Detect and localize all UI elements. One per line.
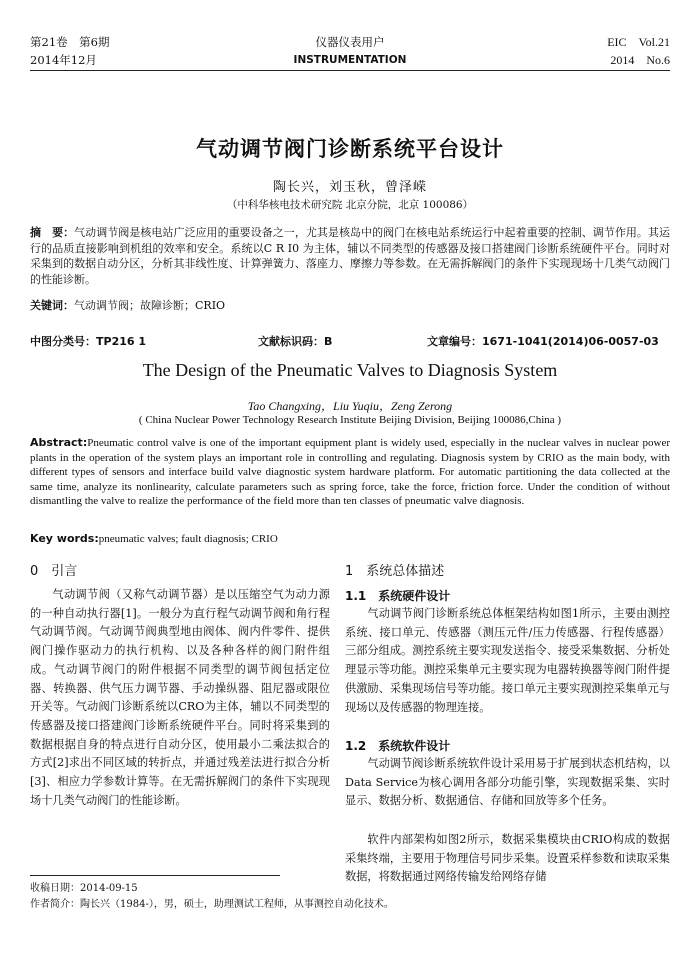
header-divider <box>30 70 670 71</box>
keywords-cn-text: 气动调节阀；故障诊断；CRIO <box>74 299 226 312</box>
author-bio: 作者简介：陶长兴（1984-），男，硕士，助理测试工程师，从事测控自动化技术。 <box>30 899 394 910</box>
authors-en: Tao Changxing，Liu Yuqiu，Zeng Zerong <box>247 399 453 413</box>
journal-volume: 第21卷 第6期 <box>30 35 110 49</box>
abstract-en-label: Abstract: <box>30 436 88 449</box>
abstract-en-text: Pneumatic control valve is one of the important equipment plant is widely used, especially in the nuclear valves in nuclear power plants in the operation of the system plays an important role in controlling and regulating. Diagnosis system by CRIO as the main body, with different types of sensors and interface build valve diagnostic system hardware platform. For automatic partitioning the data collected at the same time, analyze its nonlinearity, calculate parameters such as spring force, take the force, friction force. Under the condition of without dismantling the valve to realize the performance of the field more than ten classes of pneumatic valve diagnosis. <box>30 437 670 508</box>
received-date: 收稿日期：2014-09-15 <box>30 883 138 894</box>
keywords-cn <box>30 298 670 314</box>
subsection-1-2-body-1: 气动调节阀诊断系统软件设计采用易于扩展到状态机结构，以Data Service为核心调用各部分功能引擎，实现数据采集、实时显示、数据分析、数据通信、存储和回放等多个任务。 <box>345 757 670 808</box>
paper-title-cn: 气动调节阀门诊断系统平台设计 <box>196 137 504 161</box>
article-number: 文章编号：1671-1041(2014)06-0057-03 <box>427 335 659 348</box>
affiliation-en: ( China Nuclear Power Technology Research Institute Beijing Division, Beijing 100086,China ) <box>138 414 562 426</box>
keywords-en-label: Key words: <box>30 532 99 545</box>
journal-eic: EIC Vol.21 <box>607 35 670 49</box>
journal-year-no: 2014 No.6 <box>610 53 670 67</box>
abstract-cn-text: 气动调节阀是核电站广泛应用的重要设备之一，尤其是核岛中的阀门在核电站系统运行中起着重要的控制、调节作用。其运行的品质直接影响到机组的效率和安全。系统以C R I0 为主体，辅以不同类型的传感器及接口搭建阀门诊断系统硬件平台。同时对采集到的数据自动分区，分析其非线性度、计算弹簧力、落座力、摩擦力等参数。在无需拆解阀门的条件下实现现场十几类气动阀门的性能诊断。 <box>30 226 670 286</box>
abstract-en <box>30 436 670 509</box>
footnote-divider <box>30 875 280 876</box>
authors-cn: 陶长兴，刘玉秋，曾泽嵘 <box>272 180 427 195</box>
section-0-body: 气动调节阀（又称气动调节器）是以压缩空气为动力源的一种自动执行器[1]。一般分为直行程气动调节阀和角行程气动调节阀。气动调节阀典型地由阀体、阀内件零件、提供阀门操作驱动力的执行机构、以及各种各样的阀门附件组成。气动调节阀门的附件根据不同类型的调节阀包括定位器、转换器、供气压力调节器、手动操纵器、阻尼器或限位开关等。气动阀门诊断系统以CRO为主体，辅以不同类型的传感器及接口搭建阀门诊断系统硬件平台。同时将采集到的数据根据自身的特点进行自动分区，使用最小二乘法拟合的方式[2]求出不同区域的转折点，并通过残差法进行拟合分析[3]、相应力学参数计算等。在无需拆解阀门的条件下实现现场十几类气动阀门的性能诊断。 <box>30 588 330 807</box>
journal-name-cn: 仪器仪表用户 <box>315 35 385 49</box>
keywords-en-text: pneumatic valves; fault diagnosis; CRIO <box>98 533 278 545</box>
section-0-heading: 0 引言 <box>30 564 78 579</box>
subsection-1-1-heading: 1.1 系统硬件设计 <box>345 589 451 603</box>
section-1-heading: 1 系统总体描述 <box>345 564 445 579</box>
subsection-1-2-heading: 1.2 系统软件设计 <box>345 739 451 753</box>
abstract-cn <box>30 225 670 287</box>
journal-name-en: INSTRUMENTATION <box>293 54 407 66</box>
abstract-cn-label: 摘 要： <box>30 226 75 239</box>
classification-number: 中图分类号：TP216 1 <box>30 335 147 348</box>
keywords-cn-label: 关键词： <box>30 299 74 312</box>
subsection-1-1-body: 气动调节阀门诊断系统总体框架结构如图1所示，主要由测控系统、接口单元、传感器（测压元件/压力传感器、行程传感器）三部分组成。测控系统主要实现发送指令、接受采集数据、分析处理显示等功能。测控采集单元主要实现为电器转换器等阀门附件提供激励、采集现场信号等功能。接口单元主要实现测控采集单元与现场以及传感器的物理连接。 <box>345 607 670 714</box>
affiliation-cn: （中科华核电技术研究院 北京分院，北京 100086） <box>226 199 474 211</box>
subsection-1-2-body-2: 软件内部架构如图2所示，数据采集模块由CRIO构成的数据采集终端，主要用于物理信号同步采集。设置采样参数和读取采集数据，将数据通过网络传输发给网络存储 <box>345 833 670 884</box>
keywords-en <box>30 531 670 548</box>
document-code: 文献标识码：B <box>258 335 333 348</box>
journal-date: 2014年12月 <box>30 53 97 67</box>
paper-title-en: The Design of the Pneumatic Valves to Diagnosis System <box>142 360 558 380</box>
